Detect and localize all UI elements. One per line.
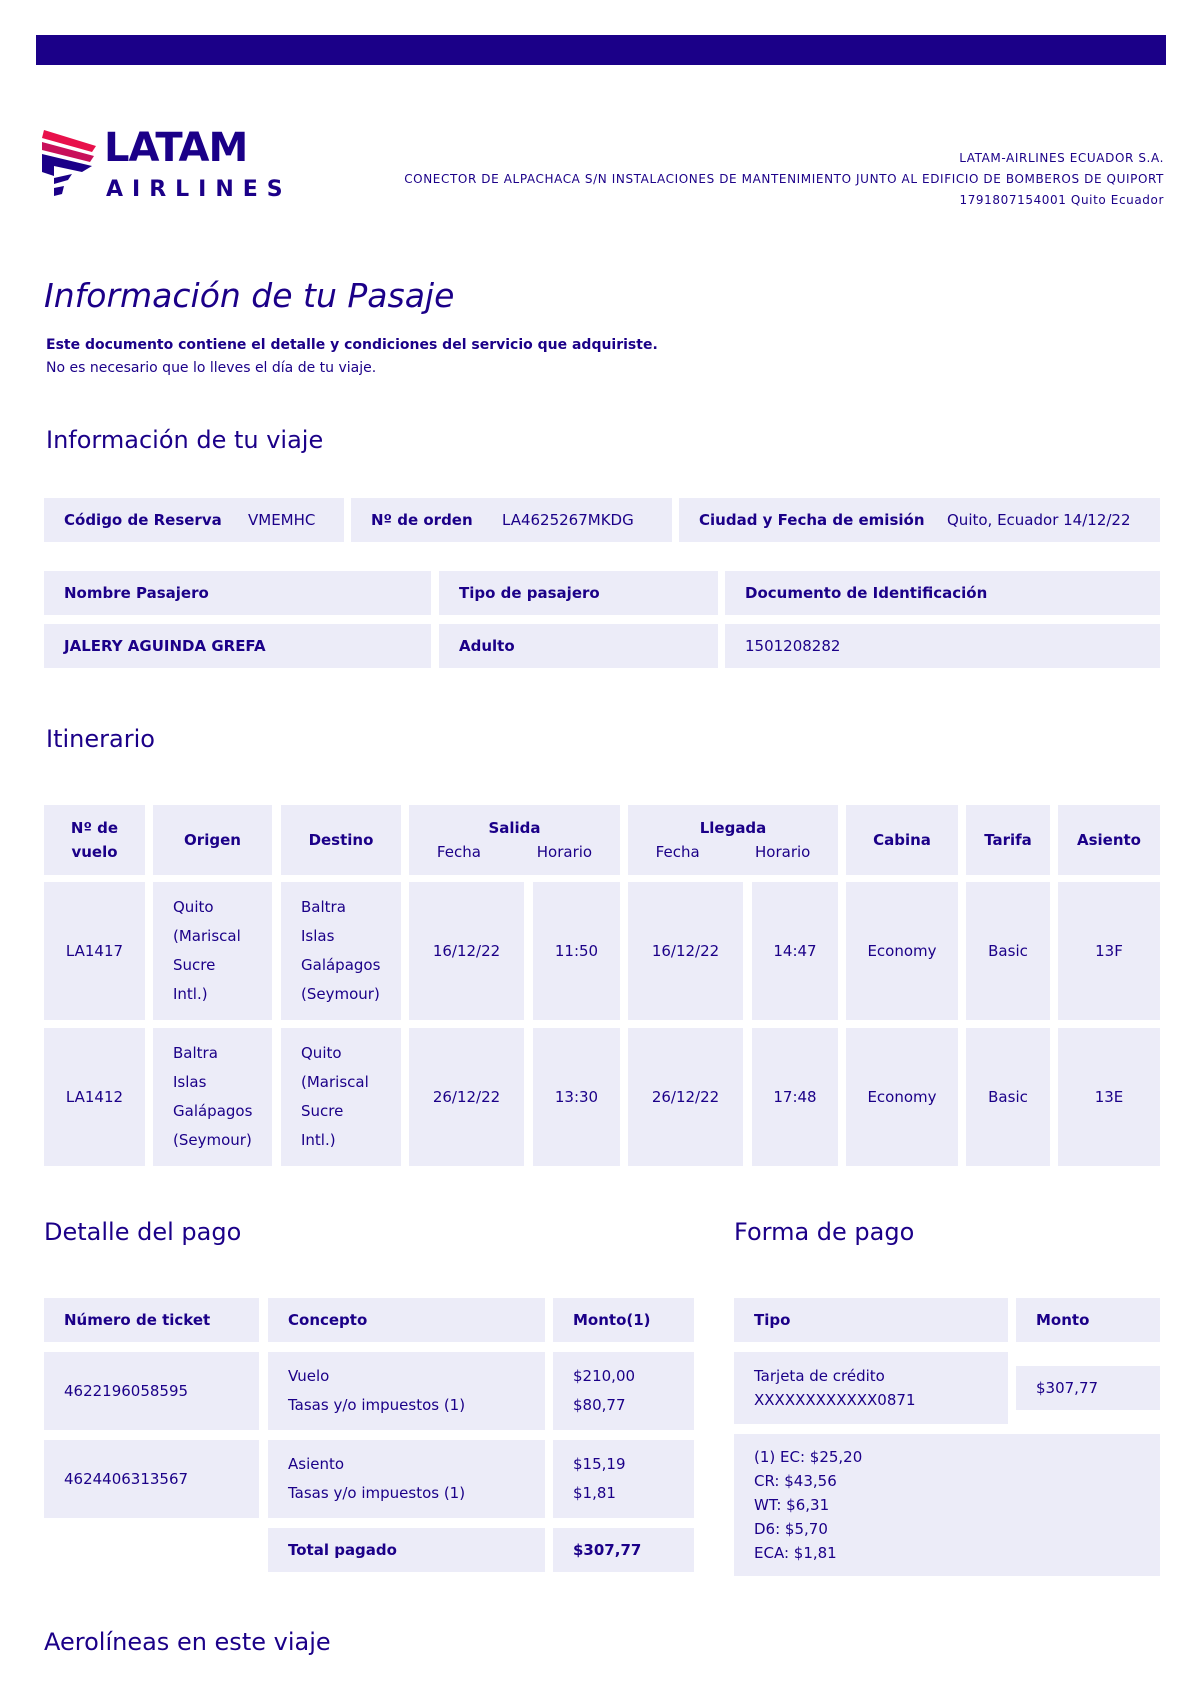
orden-value: LA4625267MKDG bbox=[482, 498, 672, 542]
header-flight bbox=[44, 805, 145, 875]
header-arrival-date: Fecha bbox=[655, 843, 700, 861]
intro-bold-text: Este documento contiene el detalle y condiciones del servicio que adquiriste. bbox=[46, 337, 658, 353]
row2-origin: Baltra Islas Galápagos (Seymour) bbox=[153, 1028, 272, 1166]
row2-dep-date: 26/12/22 bbox=[409, 1028, 524, 1166]
row1-arr-time: 14:47 bbox=[752, 882, 838, 1020]
logo-wordmark: LATAM bbox=[104, 125, 248, 171]
payment-amount: $307,77 bbox=[1016, 1366, 1160, 1410]
total-value: $307,77 bbox=[553, 1528, 694, 1572]
tax-breakdown: (1) EC: $25,20 CR: $43,56 WT: $6,31 D6: $5,70 ECA: $1,81 bbox=[734, 1434, 1160, 1576]
payment-type: Tarjeta de crédito XXXXXXXXXXXX0871 bbox=[734, 1352, 1008, 1424]
passenger-type: Adulto bbox=[439, 624, 718, 668]
concepts-1: Vuelo Tasas y/o impuestos (1) bbox=[268, 1352, 545, 1430]
airlines-heading: Aerolíneas en este viaje bbox=[44, 1628, 331, 1656]
reserva-value: VMEMHC bbox=[228, 498, 344, 542]
payment-method-heading: Forma de pago bbox=[734, 1218, 915, 1246]
row2-seat: 13E bbox=[1058, 1028, 1160, 1166]
header-arrival-time: Horario bbox=[755, 843, 811, 861]
row1-arr-date: 16/12/22 bbox=[628, 882, 743, 1020]
row2-arr-time: 17:48 bbox=[752, 1028, 838, 1166]
row1-fare: Basic bbox=[966, 882, 1050, 1020]
ticket-header: Número de ticket bbox=[44, 1298, 259, 1342]
passenger-name: JALERY AGUINDA GREFA bbox=[44, 624, 431, 668]
amounts-2: $15,19 $1,81 bbox=[553, 1440, 694, 1518]
header-destination: Destino bbox=[281, 805, 401, 875]
header-flight-line1: Nº de bbox=[70, 819, 119, 837]
total-label: Total pagado bbox=[268, 1528, 545, 1572]
header-fare: Tarifa bbox=[966, 805, 1050, 875]
concepts-2: Asiento Tasas y/o impuestos (1) bbox=[268, 1440, 545, 1518]
payment-amount-header: Monto bbox=[1016, 1298, 1160, 1342]
row1-flight: LA1417 bbox=[44, 882, 145, 1020]
page-title: Información de tu Pasaje bbox=[44, 276, 455, 315]
payment-detail-heading: Detalle del pago bbox=[44, 1218, 242, 1246]
row2-cabin: Economy bbox=[846, 1028, 958, 1166]
emision-label: Ciudad y Fecha de emisión bbox=[679, 498, 927, 542]
orden-label: Nº de orden bbox=[351, 498, 482, 542]
header-departure-date: Fecha bbox=[436, 843, 481, 861]
row1-dep-time: 11:50 bbox=[533, 882, 620, 1020]
passenger-type-header: Tipo de pasajero bbox=[439, 571, 718, 615]
latam-emblem-icon bbox=[42, 128, 98, 204]
header-flight-line2: vuelo bbox=[71, 843, 118, 861]
emision-value: Quito, Ecuador 14/12/22 bbox=[927, 498, 1160, 542]
ticket-1: 4622196058595 bbox=[44, 1352, 259, 1430]
header-departure bbox=[409, 805, 620, 875]
row2-fare: Basic bbox=[966, 1028, 1050, 1166]
header-cabin: Cabina bbox=[846, 805, 958, 875]
row2-flight: LA1412 bbox=[44, 1028, 145, 1166]
row1-origin: Quito (Mariscal Sucre Intl.) bbox=[153, 882, 272, 1020]
intro-text: No es necesario que lo lleves el día de tu viaje. bbox=[46, 360, 377, 376]
trip-info-heading: Información de tu viaje bbox=[46, 426, 324, 454]
row1-destination: Baltra Islas Galápagos (Seymour) bbox=[281, 882, 401, 1020]
header-origin: Origen bbox=[153, 805, 272, 875]
header-arrival bbox=[628, 805, 838, 875]
header-departure-time: Horario bbox=[536, 843, 593, 861]
passenger-document: 1501208282 bbox=[725, 624, 1160, 668]
company-info bbox=[404, 148, 1164, 211]
payment-type-header: Tipo bbox=[734, 1298, 1008, 1342]
header-departure-label: Salida bbox=[488, 819, 541, 837]
amount-header: Monto(1) bbox=[553, 1298, 694, 1342]
row2-destination: Quito (Mariscal Sucre Intl.) bbox=[281, 1028, 401, 1166]
passenger-document-header: Documento de Identificación bbox=[725, 571, 1160, 615]
row1-seat: 13F bbox=[1058, 882, 1160, 1020]
logo-subtitle: AIRLINES bbox=[106, 177, 292, 202]
top-bar bbox=[36, 35, 1166, 65]
row2-arr-date: 26/12/22 bbox=[628, 1028, 743, 1166]
company-ruc: 1791807154001 Quito Ecuador bbox=[959, 193, 1164, 207]
concept-header: Concepto bbox=[268, 1298, 545, 1342]
company-address: CONECTOR DE ALPACHACA S/N INSTALACIONES DE MANTENIMIENTO JUNTO AL EDIFICIO DE BOMBEROS DE QUIPORT bbox=[404, 172, 1164, 186]
row2-dep-time: 13:30 bbox=[533, 1028, 620, 1166]
header-arrival-label: Llegada bbox=[699, 819, 767, 837]
row1-cabin: Economy bbox=[846, 882, 958, 1020]
latam-logo bbox=[42, 125, 302, 208]
amounts-1: $210,00 $80,77 bbox=[553, 1352, 694, 1430]
passenger-name-header: Nombre Pasajero bbox=[44, 571, 431, 615]
header-seat: Asiento bbox=[1058, 805, 1160, 875]
itinerary-heading: Itinerario bbox=[46, 725, 155, 753]
reserva-label: Código de Reserva bbox=[44, 498, 228, 542]
company-name: LATAM-AIRLINES ECUADOR S.A. bbox=[959, 151, 1164, 165]
ticket-2: 4624406313567 bbox=[44, 1440, 259, 1518]
row1-dep-date: 16/12/22 bbox=[409, 882, 524, 1020]
